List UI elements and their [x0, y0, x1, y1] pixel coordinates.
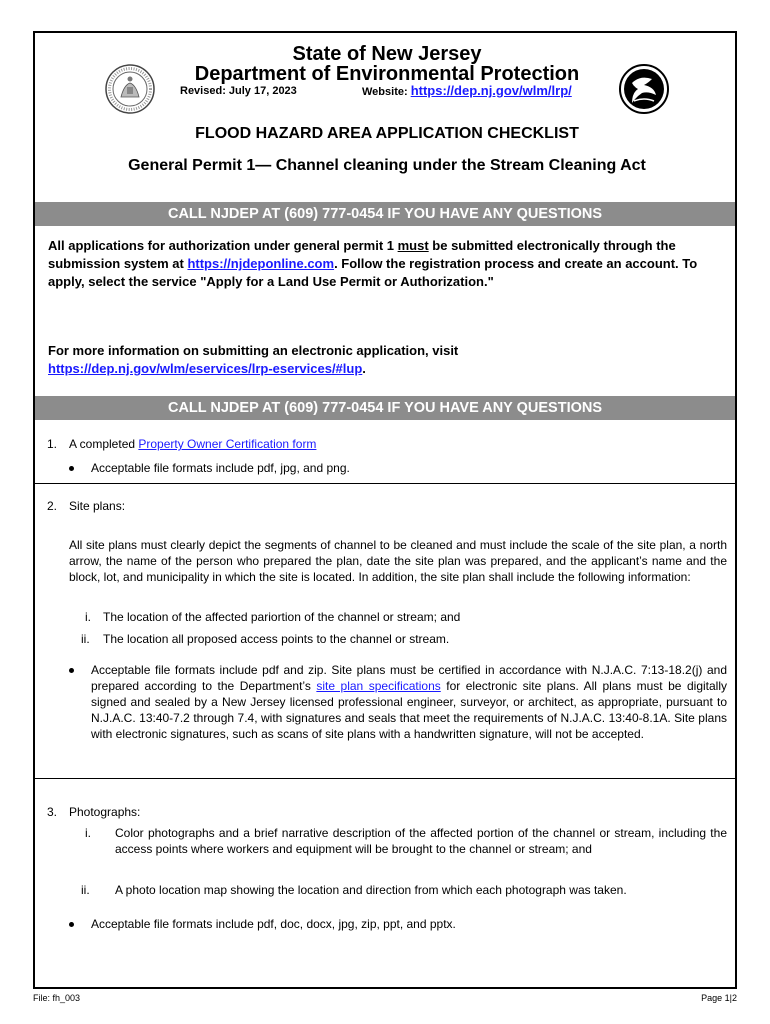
- form-title: FLOOD HAZARD AREA APPLICATION CHECKLIST: [195, 125, 579, 142]
- item-2-sub-ii: The location all proposed access points to the channel or stream.: [103, 632, 450, 646]
- contact-banner-2: CALL NJDEP AT (609) 777-0454 IF YOU HAVE ANY QUESTIONS: [35, 396, 735, 420]
- website-link[interactable]: https://dep.nj.gov/wlm/lrp/: [410, 83, 572, 98]
- document-frame: [33, 31, 737, 989]
- revised-date: Revised: July 17, 2023: [180, 85, 297, 97]
- department-title: Department of Environmental Protection: [194, 63, 580, 85]
- item-2-sub-i: The location of the affected pariortion of the channel or stream; and: [103, 610, 461, 624]
- item-1-bullet: Acceptable file formats include pdf, jpg, and png.: [91, 461, 350, 475]
- form-subtitle: General Permit 1— Channel cleaning under the Stream Cleaning Act: [128, 157, 646, 174]
- njdeponline-link[interactable]: https://njdeponline.com: [187, 256, 335, 271]
- website-line: [362, 83, 572, 98]
- intro-paragraph: All applications for authorization under general permit 1 must be submitted electronically through the submission system at https://njdeponline.com. Follow the registration process and create an account. To apply, select the service "Apply for a Land Use Permit or Authorization.": [48, 238, 698, 289]
- item-2-sub-i-number: i.: [85, 610, 91, 624]
- item-2-sub-ii-number: ii.: [81, 632, 90, 646]
- item-3-sub-i: Color photographs and a brief narrative description of the affected portion of the channel or stream, including the access points where workers and equipment will be brought to the channel or stream; and: [115, 826, 727, 856]
- state-title: State of New Jersey: [292, 43, 482, 65]
- site-plan-specifications-link[interactable]: site plan specifications: [316, 679, 441, 693]
- item-3-sub-i-number: i.: [85, 826, 91, 840]
- item-2-text: Site plans:: [69, 499, 126, 513]
- item-3-number: 3.: [47, 805, 58, 819]
- footer-file: File: fh_003: [33, 993, 81, 1003]
- item-3-bullet: Acceptable file formats include pdf, doc, docx, jpg, zip, ppt, and pptx.: [91, 917, 456, 931]
- item-2-bullet: Acceptable file formats include pdf and zip. Site plans must be certified in accordance with N.J.A.C. 7:13-18.2(j) and prepared according to the Department’s site plan specifications for electronic site plans. All plans must be digitally signed and sealed by a New Jersey licensed professional engineer, surveyor, or architect, as appropriate, pursuant to N.J.A.C. 13:40-7.2 through 7.4, with signatures and seals that meet the requirements of N.J.A.C. 13:40-8.1A. Site plans with electronic signatures, such as scans of site plans with a handwritten signature, will not be accepted.: [91, 663, 727, 741]
- eservices-link[interactable]: https://dep.nj.gov/wlm/eservices/lrp-eservices/#lup: [48, 361, 363, 376]
- bullet-icon: [69, 922, 74, 927]
- more-info-paragraph: For more information on submitting an electronic application, visit https://dep.nj.gov/wlm/eservices/lrp-eservices/#lup.: [48, 343, 459, 376]
- contact-banner: CALL NJDEP AT (609) 777-0454 IF YOU HAVE ANY QUESTIONS: [35, 202, 735, 226]
- divider: [35, 483, 735, 484]
- property-owner-certification-link[interactable]: Property Owner Certification form: [138, 437, 317, 451]
- dep-logo-icon: [618, 63, 670, 115]
- bullet-icon: [69, 668, 74, 673]
- item-3-sub-ii-number: ii.: [81, 883, 90, 897]
- bullet-icon: [69, 466, 74, 471]
- item-2-paragraph: All site plans must clearly depict the segments of channel to be cleaned and must include the scale of the site plan, a north arrow, the name of the person who prepared the plan, date the site plan was prepared, and the applicant’s name and the block, lot, and municipality in which the site is located. In addition, the site plan shall include the following information:: [69, 538, 727, 584]
- item-1-text: A completed Property Owner Certification form: [69, 437, 317, 451]
- item-3-sub-ii: A photo location map showing the location and direction from which each photograph was taken.: [115, 883, 627, 897]
- item-2-number: 2.: [47, 499, 58, 513]
- item-3-text: Photographs:: [69, 805, 141, 819]
- website-label: Website:: [362, 86, 408, 98]
- divider: [35, 778, 735, 779]
- item-1-number: 1.: [47, 437, 58, 451]
- footer-page: Page 1|2: [701, 993, 737, 1003]
